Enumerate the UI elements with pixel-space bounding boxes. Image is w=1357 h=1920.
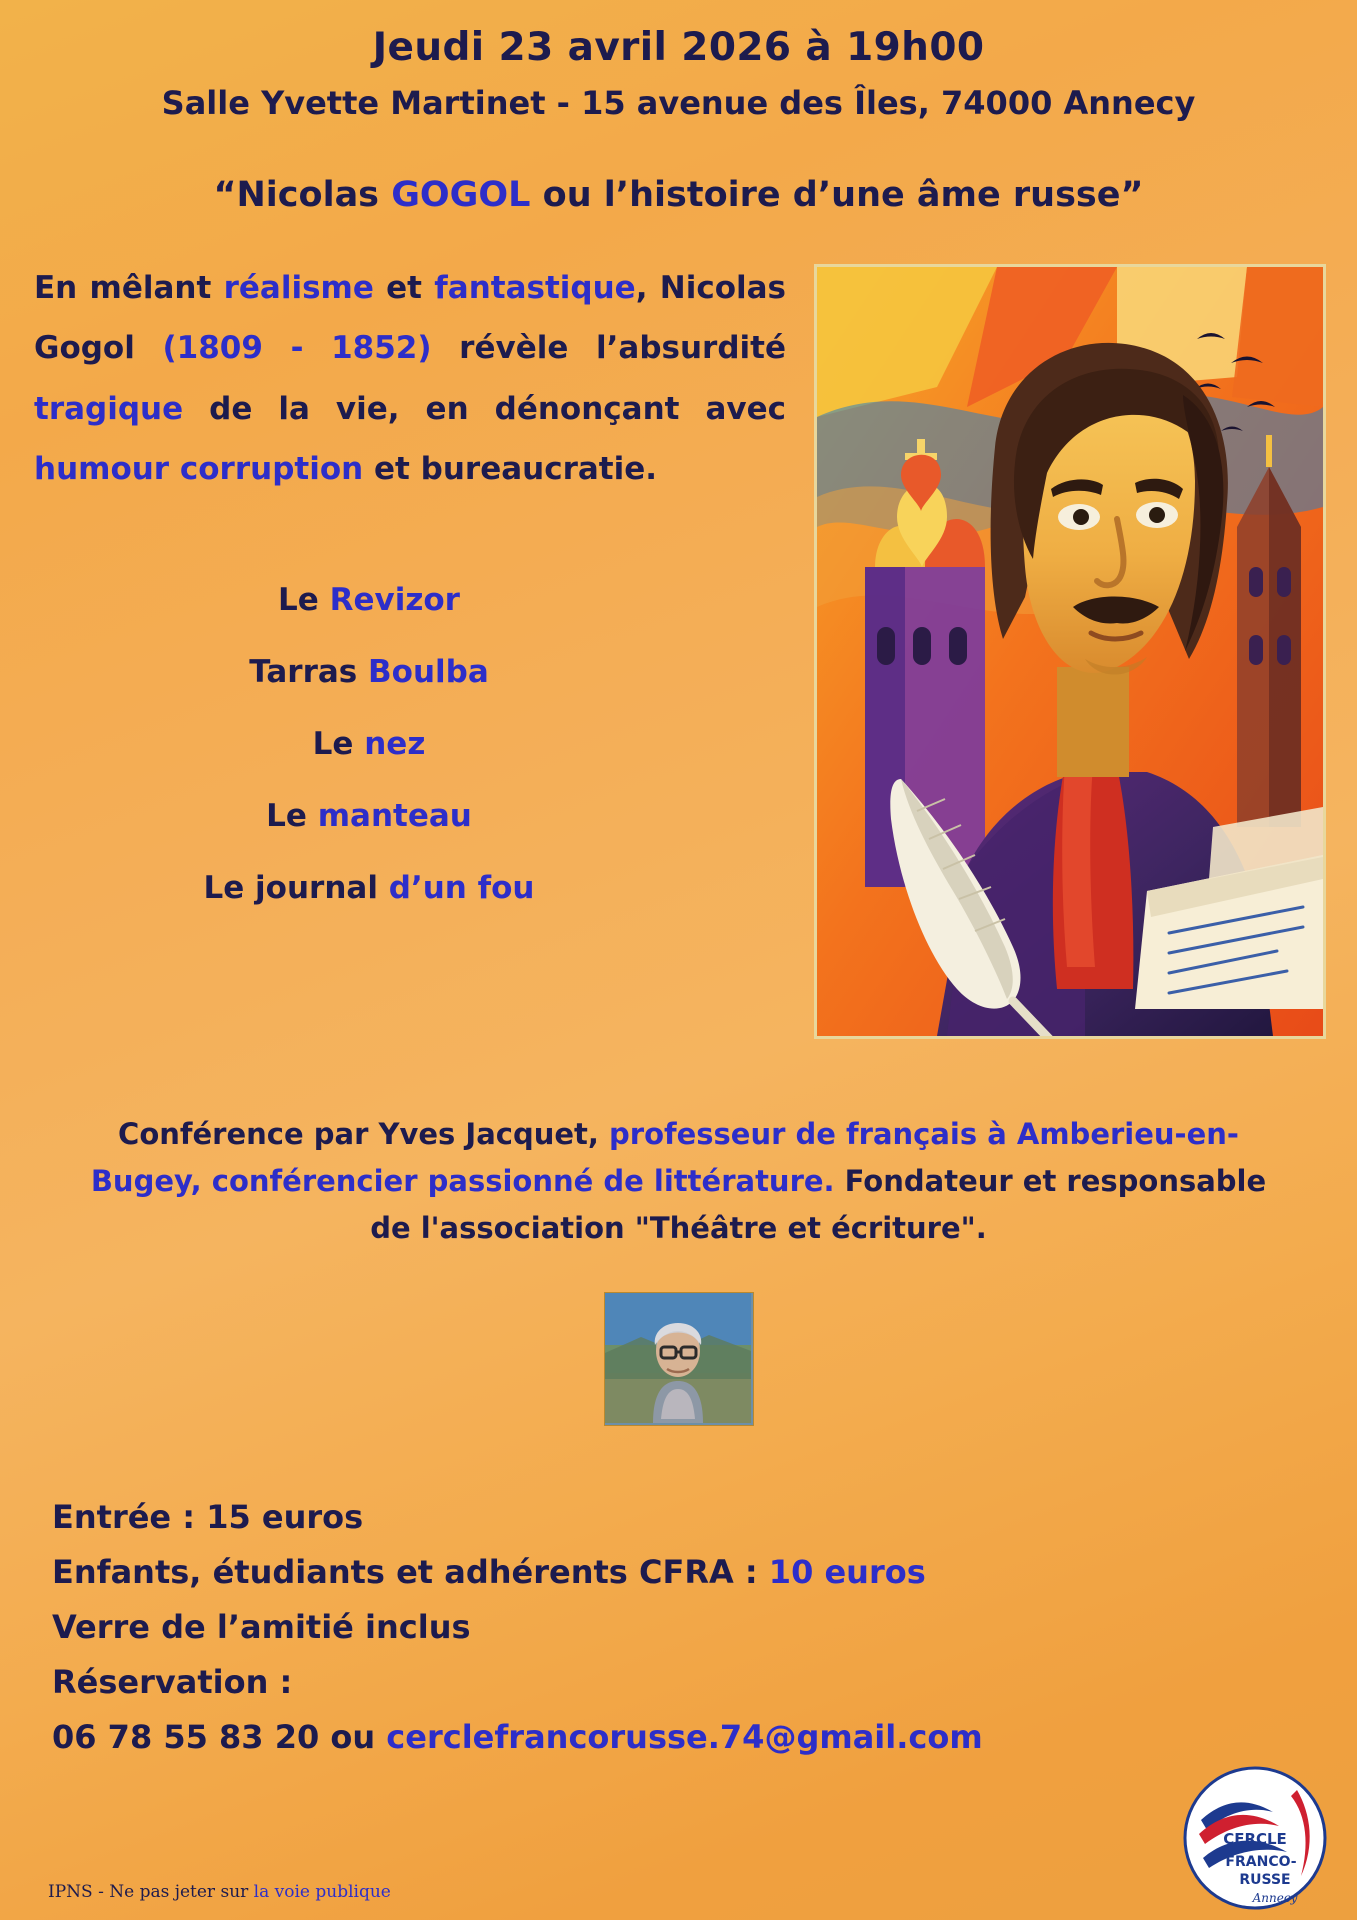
title-part-2: ou l’histoire d’une âme russe”: [530, 174, 1144, 215]
work-plain: Le: [278, 582, 330, 619]
footer-note-accent: la voie publique: [253, 1882, 391, 1902]
speaker-photo: [604, 1292, 754, 1426]
work-plain: Le: [312, 726, 365, 763]
price-entry: [52, 1490, 1357, 1545]
pricing-block: [0, 1490, 1357, 1765]
work-accent: Boulba: [368, 654, 489, 691]
contact-email[interactable]: cerclefrancorusse.74@gmail.com: [386, 1717, 983, 1756]
cercle-franco-russe-logo: [1179, 1762, 1331, 1914]
contact-separator: ou: [319, 1717, 387, 1756]
logo-line-2: FRANCO-: [1225, 1854, 1297, 1870]
footer-note-plain: IPNS - Ne pas jeter sur: [48, 1882, 254, 1902]
intro-seg-2: réalisme: [223, 269, 374, 306]
intro-seg-7: révèle l’absurdité: [431, 330, 786, 367]
list-item: [34, 565, 704, 637]
title-accent: GOGOL: [391, 174, 531, 215]
left-column: [34, 258, 804, 925]
work-plain: Le: [266, 798, 318, 835]
list-item: [34, 637, 704, 709]
work-plain: Le journal: [203, 870, 389, 907]
speaker-seg-1: Conférence par Yves Jacquet,: [118, 1116, 610, 1151]
speaker-paragraph: [0, 1111, 1357, 1252]
page-title: [0, 174, 1357, 216]
list-item: [34, 709, 704, 781]
intro-seg-8: tragique: [34, 390, 184, 427]
works-list: [34, 565, 804, 925]
speaker-photo-container: [0, 1292, 1357, 1426]
speaker-seg-2: professeur de français à Amberieu-: [609, 1116, 1187, 1151]
intro-seg-1: En mêlant: [34, 269, 224, 306]
intro-seg-5: , Nicolas Gogol: [34, 269, 787, 367]
poster-header: [0, 0, 1357, 216]
intro-seg-10: humour corruption: [34, 450, 364, 487]
reservation-label: Réservation :: [52, 1662, 293, 1701]
work-accent: manteau: [317, 798, 472, 835]
intro-paragraph: [34, 258, 804, 500]
contact-phone[interactable]: 06 78 55 83 20: [52, 1717, 320, 1756]
work-plain: Tarras: [249, 654, 369, 691]
work-accent: Revizor: [329, 582, 460, 619]
speaker-seg-4: Fondateur et responsable de l'association "Théâtre et écriture".: [370, 1163, 1267, 1245]
intro-seg-4: fantastique: [434, 269, 636, 306]
logo-line-4: Annecy: [1252, 1891, 1298, 1905]
list-item: [34, 781, 704, 853]
list-item: [34, 853, 704, 925]
work-accent: d’un fou: [388, 870, 535, 907]
logo-line-3: RUSSE: [1239, 1872, 1291, 1888]
intro-seg-6: (1809 - 1852): [162, 330, 432, 367]
price-entry-label: Entrée :: [52, 1497, 207, 1536]
contact-line: [52, 1710, 1357, 1765]
event-date: Jeudi 23 avril 2026 à 19h00: [372, 25, 985, 70]
price-included: Verre de l’amitié inclus: [52, 1607, 471, 1646]
price-reduced: [52, 1545, 1357, 1600]
title-part-1: “Nicolas: [213, 174, 392, 215]
logo-line-1: CERCLE: [1223, 1830, 1287, 1848]
price-entry-value: 15 euros: [206, 1497, 364, 1536]
intro-seg-9: de la vie, en dénonçant avec: [183, 390, 786, 427]
event-venue: Salle Yvette Martinet - 15 avenue des Îles, 74000 Annecy: [161, 83, 1196, 122]
footer-note: [48, 1882, 391, 1902]
portrait-container: [814, 264, 1326, 1039]
intro-seg-11: et bureaucratie.: [363, 450, 658, 487]
speaker-seg-3: en-Bugey, conférencier passionné de littérature.: [90, 1116, 1239, 1198]
gogol-portrait-image: [814, 264, 1326, 1039]
main-content: [0, 258, 1357, 1039]
price-reduced-label: Enfants, étudiants et adhérents CFRA :: [52, 1552, 769, 1591]
work-accent: nez: [364, 726, 426, 763]
intro-seg-3: et: [373, 269, 435, 306]
price-reduced-value: 10 euros: [768, 1552, 926, 1591]
